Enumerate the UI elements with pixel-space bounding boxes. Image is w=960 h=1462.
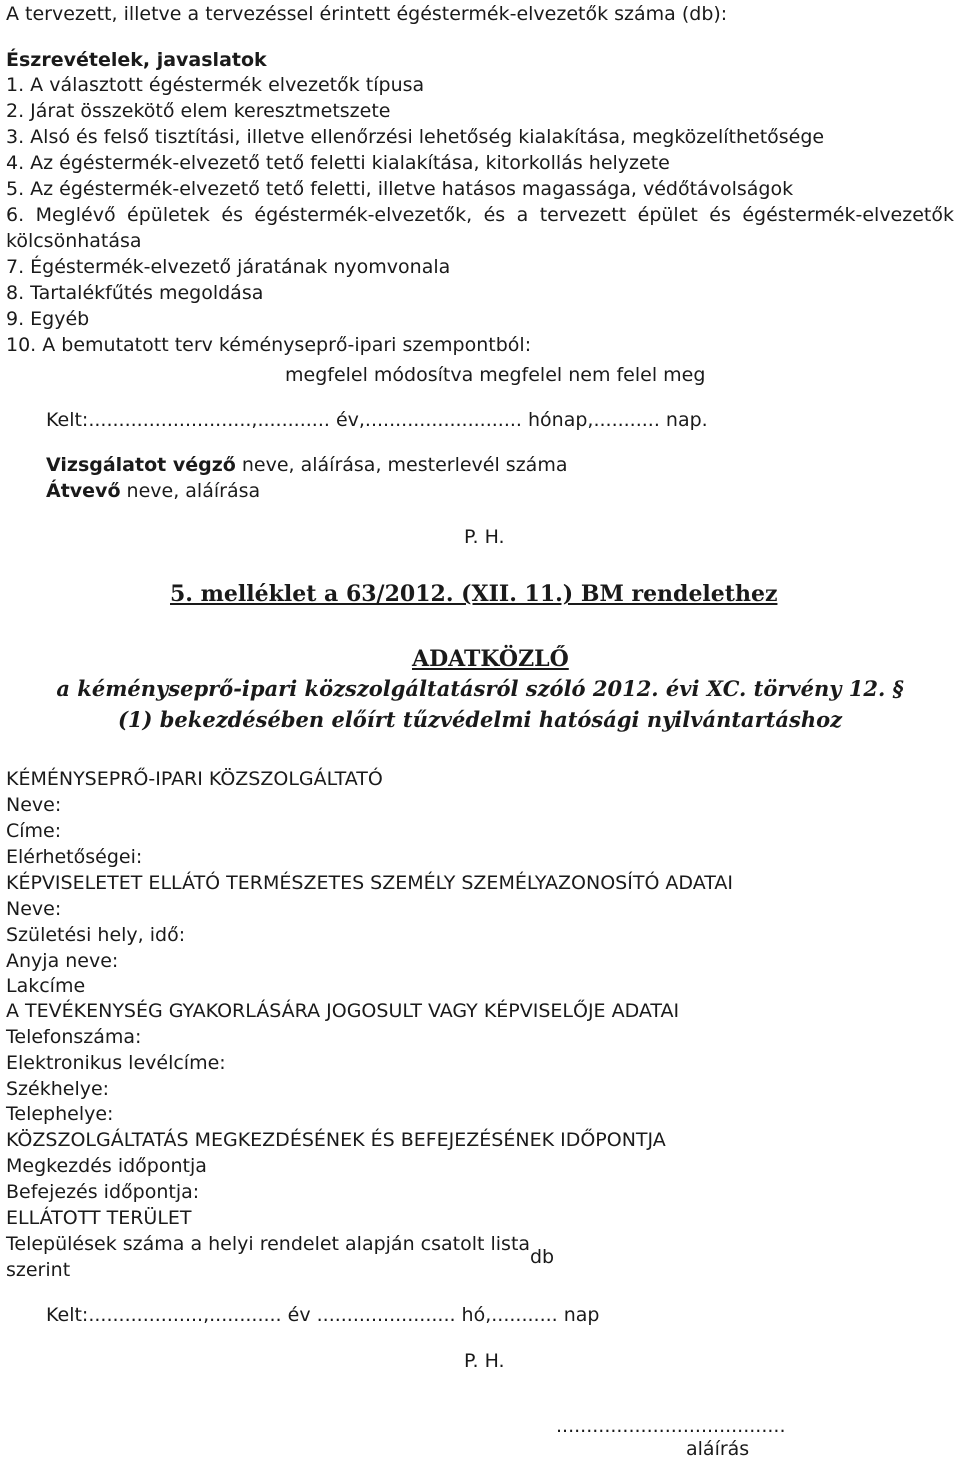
receiver-line (46, 478, 260, 504)
designed-flue-count-line: A tervezett, illetve a tervezéssel érintett égéstermék-elvezetők száma (db): (6, 3, 728, 25)
annex-title: 5. melléklet a 63/2012. (XII. 11.) BM rendelethez (170, 581, 778, 607)
assessment-options: megfelel módosítva megfelel nem felel meg (285, 364, 706, 386)
list-item: 10. A bemutatott terv kéményseprő-ipari szempontból: (6, 334, 532, 356)
list-item: 6. Meglévő épületek és égéstermék-elvezetők, és a tervezett épület és égéstermék-elvezetők (6, 204, 954, 226)
list-item: 5. Az égéstermék-elvezető tető feletti, illetve hatásos magassága, védőtávolságok (6, 178, 794, 200)
section-heading: KÉPVISELETET ELLÁTÓ TERMÉSZETES SZEMÉLY SZEMÉLYAZONOSÍTÓ ADATAI (6, 872, 733, 894)
list-item: 3. Alsó és felső tisztítási, illetve ellenőrzési lehetőség kialakítása, megközelíthetősége (6, 126, 825, 148)
receiver-label: Átvevő (46, 480, 121, 502)
date-line: Kelt:...................,............ év ....................... hó,........... nap (46, 1304, 600, 1326)
section-heading: KÉMÉNYSEPRŐ-IPARI KÖZSZOLGÁLTATÓ (6, 768, 383, 790)
list-item: 1. A választott égéstermék elvezetők típusa (6, 74, 425, 96)
date-line: Kelt:...........................,............ év,.......................... hónap,........... nap. (46, 409, 708, 431)
field-label: Neve: (6, 794, 62, 816)
list-item: 7. Égéstermék-elvezető járatának nyomvonala (6, 256, 451, 278)
field-label: Születési hely, idő: (6, 924, 186, 946)
stamp-placeholder: P. H. (464, 1350, 505, 1372)
form-subtitle-2 (0, 706, 960, 734)
section-heading: KÖZSZOLGÁLTATÁS MEGKEZDÉSÉNEK ÉS BEFEJEZÉSÉNEK IDŐPONTJA (6, 1129, 666, 1151)
form-title: ADATKÖZLŐ (412, 646, 569, 672)
list-item: 9. Egyéb (6, 308, 90, 330)
field-label: Telefonszáma: (6, 1026, 142, 1048)
field-label: Elektronikus levélcíme: (6, 1052, 226, 1074)
field-label: Elérhetőségei: (6, 846, 143, 868)
field-label: Anyja neve: (6, 950, 119, 972)
db-unit-label: db (530, 1246, 555, 1268)
field-label: Befejezés időpontja: (6, 1181, 200, 1203)
examiner-text: neve, aláírása, mesterlevél száma (235, 454, 568, 476)
section-heading: A TEVÉKENYSÉG GYAKORLÁSÁRA JOGOSULT VAGY KÉPVISELŐJE ADATAI (6, 1000, 680, 1022)
list-item: 2. Járat összekötő elem keresztmetszete (6, 100, 391, 122)
remarks-heading: Észrevételek, javaslatok (6, 49, 267, 71)
form-subtitle-1-text: a kéményseprő-ipari közszolgáltatásról szóló 2012. évi XC. törvény 12. § (56, 676, 904, 701)
form-subtitle-2-text: (1) bekezdésében előírt tűzvédelmi hatósági nyilvántartáshoz (117, 707, 843, 732)
signature-label: aláírás (686, 1438, 750, 1460)
signature-line: ...................................... (556, 1415, 786, 1437)
field-label: Címe: (6, 820, 62, 842)
list-item: 8. Tartalékfűtés megoldása (6, 282, 264, 304)
field-label: Lakcíme (6, 975, 86, 997)
examiner-line (46, 452, 567, 478)
field-label-continuation: szerint (6, 1259, 71, 1281)
list-item: 4. Az égéstermék-elvezető tető feletti kialakítása, kitorkollás helyzete (6, 152, 670, 174)
field-label: Neve: (6, 898, 62, 920)
field-label: Telephelye: (6, 1103, 114, 1125)
section-heading: ELLÁTOTT TERÜLET (6, 1207, 192, 1229)
stamp-placeholder: P. H. (464, 526, 505, 548)
form-subtitle-1 (0, 675, 960, 703)
examiner-label: Vizsgálatot végző (46, 454, 236, 476)
list-item-continuation: kölcsönhatása (6, 230, 142, 252)
field-label: Székhelye: (6, 1078, 110, 1100)
field-label: Települések száma a helyi rendelet alapján csatolt lista (6, 1233, 531, 1255)
field-label: Megkezdés időpontja (6, 1155, 207, 1177)
receiver-text: neve, aláírása (120, 480, 261, 502)
